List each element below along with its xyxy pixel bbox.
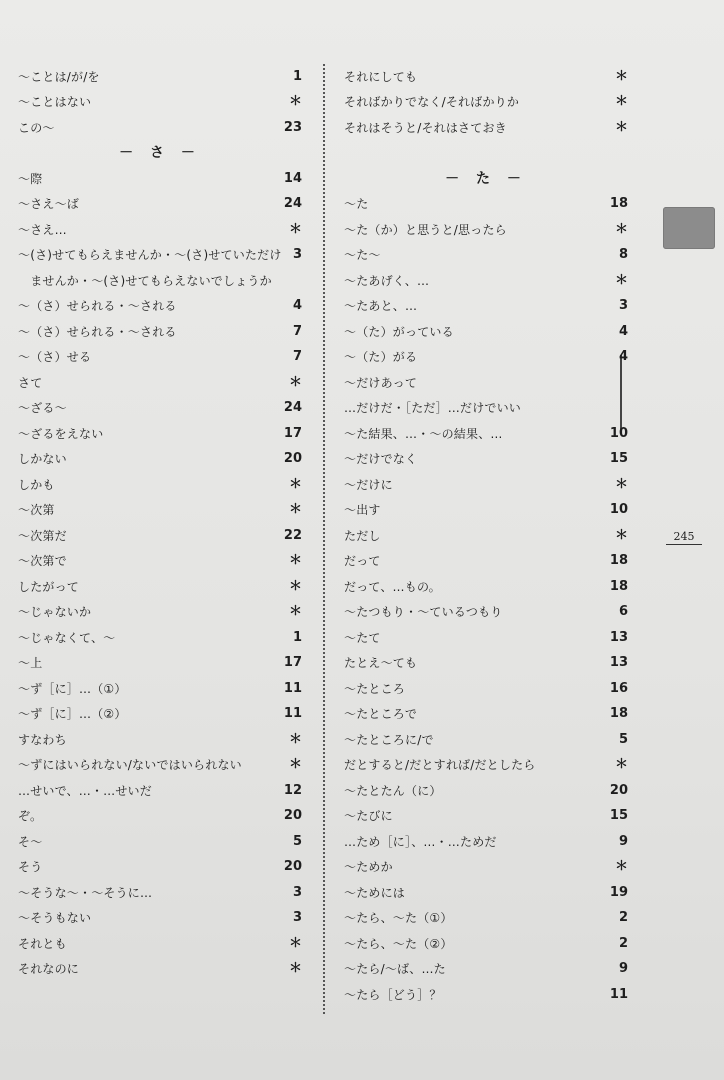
entry-term: ～じゃないか — [18, 605, 92, 619]
entry-lesson-number: ＊ — [614, 221, 628, 237]
entry-lesson-number: 3 — [292, 910, 302, 925]
entry-term: ～（た）がっている — [344, 324, 454, 339]
index-entry — [18, 543, 302, 569]
entry-lesson-number: 9 — [618, 833, 628, 849]
entry-term: ～ず［に］…（①） — [18, 681, 127, 696]
entry-lesson-number: 3 — [292, 247, 302, 262]
entry-lesson-number: 9 — [618, 961, 628, 976]
entry-term: そればかりでなく/そればかりか — [344, 95, 520, 109]
entry-term: ～出す — [344, 503, 381, 517]
entry-lesson-number: 14 — [283, 170, 302, 186]
entry-lesson-number: 23 — [283, 119, 302, 135]
entry-term: ～たて — [344, 630, 381, 645]
column-divider — [323, 64, 325, 1014]
page-number: 245 — [666, 530, 702, 545]
index-entry — [344, 696, 628, 722]
entry-lesson-number: 7 — [292, 349, 302, 364]
entry-lesson-number: ＊ — [614, 94, 628, 109]
entry-term: ～ためか — [344, 860, 393, 874]
entry-lesson-number: 6 — [618, 604, 628, 619]
entry-lesson-number: ＊ — [614, 757, 628, 772]
index-entry — [344, 849, 628, 875]
index-entry — [18, 619, 302, 645]
entry-term: さて — [18, 375, 43, 390]
index-entry — [18, 645, 302, 671]
index-entry — [344, 186, 628, 212]
entry-lesson-number: 18 — [609, 196, 628, 211]
entry-term: ～たびに — [344, 809, 393, 823]
entry-lesson-number: 20 — [283, 451, 302, 466]
index-entry — [18, 415, 302, 441]
entry-term: ～だけでなく — [344, 452, 418, 466]
entry-lesson-number: 3 — [618, 298, 628, 313]
entry-lesson-number: 15 — [609, 451, 628, 466]
index-entry — [18, 772, 302, 798]
index-entry — [344, 364, 628, 390]
entry-lesson-number: 1 — [292, 68, 302, 84]
entry-term: ～ためには — [344, 885, 406, 900]
entry-lesson-number: 20 — [283, 859, 302, 874]
index-entry — [344, 645, 628, 671]
entry-lesson-number: ＊ — [614, 527, 628, 543]
entry-term: ～たら、～た（①） — [344, 911, 453, 925]
index-entry — [344, 594, 628, 620]
index-entry — [344, 874, 628, 900]
entry-term: ～次第 — [18, 503, 55, 517]
entry-term: ～ことはない — [18, 95, 92, 109]
entry-term: ～次第だ — [18, 528, 67, 543]
entry-term: ～そうな～・～そうに… — [18, 885, 153, 900]
index-entry — [344, 900, 628, 926]
index-entry — [18, 823, 302, 849]
entry-term: ～じゃなくて、～ — [18, 630, 116, 645]
entry-lesson-number: ＊ — [614, 272, 628, 288]
entry-term: ～だけに — [344, 477, 393, 492]
entry-term: ～際 — [18, 171, 43, 186]
index-entry — [344, 109, 628, 135]
index-entry — [344, 951, 628, 977]
entry-lesson-number: 20 — [609, 782, 628, 798]
index-entry — [18, 492, 302, 518]
entry-lesson-number: 7 — [292, 323, 302, 339]
entry-term: ～たら［どう］？ — [344, 987, 442, 1002]
entry-lesson-number: 4 — [618, 323, 628, 339]
entry-term: …ため［に］、…・…ためだ — [344, 834, 497, 849]
entry-lesson-number: 18 — [609, 553, 628, 568]
entry-term: ～ず［に］…（②） — [18, 707, 127, 721]
entry-term: しかない — [18, 452, 67, 466]
entry-lesson-number: 11 — [283, 706, 302, 721]
index-entry — [18, 849, 302, 875]
entry-lesson-number: ＊ — [288, 502, 302, 517]
entry-lesson-number: ＊ — [288, 757, 302, 772]
entry-term: ～さえ～ば — [18, 197, 80, 211]
index-entry — [344, 798, 628, 824]
entry-lesson-number: 2 — [618, 935, 628, 951]
index-entry — [344, 288, 628, 314]
chapter-tab — [663, 207, 715, 249]
index-entry — [18, 58, 302, 84]
entry-term: それはそうと/それはさておき — [344, 120, 507, 135]
index-entry — [344, 568, 628, 594]
index-entry — [18, 951, 302, 977]
index-entry — [344, 772, 628, 798]
entry-lesson-number: 17 — [283, 425, 302, 441]
entry-term: ～たあと、… — [344, 299, 418, 313]
index-entry — [344, 517, 628, 543]
index-entry — [18, 288, 302, 314]
entry-lesson-number: 13 — [609, 655, 628, 670]
entry-lesson-number: 24 — [283, 400, 302, 415]
entry-term: ～上 — [18, 656, 43, 670]
index-column-right — [344, 58, 628, 1002]
index-entry — [18, 237, 302, 263]
entry-term: ～（さ）せられる・～される — [18, 299, 177, 313]
index-entry — [18, 670, 302, 696]
entry-lesson-number: 10 — [609, 502, 628, 517]
entry-term: だとすると/だとすれば/だとしたら — [344, 758, 536, 772]
entry-lesson-number: 13 — [609, 629, 628, 645]
entry-term: …だけだ・［ただ］…だけでいい — [344, 401, 522, 415]
entry-lesson-number: 12 — [283, 782, 302, 798]
index-entry — [18, 517, 302, 543]
index-entry — [18, 747, 302, 773]
entry-term: ～ずにはいられない/ないではいられない — [18, 758, 242, 772]
entry-lesson-number: 4 — [292, 298, 302, 313]
index-entry — [344, 492, 628, 518]
index-entry — [344, 466, 628, 492]
index-entry — [344, 415, 628, 441]
index-entry — [18, 466, 302, 492]
entry-term: したがって — [18, 579, 80, 594]
entry-term: ぞ。 — [18, 809, 43, 823]
index-entry — [18, 84, 302, 110]
entry-lesson-number: 22 — [283, 527, 302, 543]
index-entry — [18, 390, 302, 416]
entry-lesson-number: ＊ — [288, 578, 302, 594]
entry-lesson-number: ＊ — [614, 68, 628, 84]
entry-lesson-number: ＊ — [288, 935, 302, 951]
entry-term: そ～ — [18, 834, 43, 849]
entry-lesson-number: ＊ — [288, 604, 302, 619]
entry-term: ～そうもない — [18, 911, 92, 925]
entry-lesson-number: 8 — [618, 247, 628, 262]
entry-term: だって、…もの。 — [344, 579, 441, 594]
entry-term: それとも — [18, 936, 67, 951]
entry-lesson-number: 15 — [609, 808, 628, 823]
entry-term: そう — [18, 860, 43, 874]
entry-term: ～た～ — [344, 248, 381, 262]
entry-term: すなわち — [18, 732, 67, 747]
index-entry — [344, 619, 628, 645]
entry-term: ～た結果、…・～の結果、… — [344, 426, 503, 441]
entry-lesson-number: ＊ — [288, 221, 302, 237]
entry-term: しかも — [18, 477, 55, 492]
section-heading: － さ － — [119, 145, 201, 161]
entry-lesson-number: 19 — [609, 884, 628, 900]
index-entry — [18, 109, 302, 135]
index-entry — [344, 441, 628, 467]
index-entry — [344, 823, 628, 849]
index-column-left — [18, 58, 302, 976]
index-entry — [18, 568, 302, 594]
entry-term: ただし — [344, 528, 381, 543]
entry-term: ～たとたん（に） — [344, 783, 442, 798]
index-entry — [18, 364, 302, 390]
index-entry — [18, 696, 302, 722]
index-entry — [344, 58, 628, 84]
index-entry — [344, 976, 628, 1002]
entry-term: ～（さ）せる — [18, 350, 92, 364]
entry-lesson-number: 2 — [618, 910, 628, 925]
index-entry — [18, 721, 302, 747]
entry-lesson-number: 5 — [618, 731, 628, 747]
entry-term: ～ことは/が/を — [18, 69, 100, 84]
entry-lesson-number: 16 — [609, 680, 628, 696]
entry-term: ませんか・～(さ)せてもらえないでしょうか — [18, 273, 272, 288]
entry-term: ～たあげく、… — [344, 273, 430, 288]
entry-term: ～たところに/で — [344, 732, 434, 747]
index-entry — [344, 670, 628, 696]
entry-lesson-number: 3 — [292, 884, 302, 900]
entry-term: ～ざるをえない — [18, 426, 104, 441]
entry-term: ～たら/～ば、…た — [344, 962, 446, 976]
entry-term: …せいで、…・…せいだ — [18, 783, 152, 798]
entry-term: ～たら、～た（②） — [344, 936, 453, 951]
entry-lesson-number: ＊ — [288, 961, 302, 976]
entry-term: ～た（か）と思うと/思ったら — [344, 222, 507, 237]
entry-lesson-number: 20 — [283, 808, 302, 823]
entry-term: ～（さ）せられる・～される — [18, 324, 177, 339]
entry-lesson-number: ＊ — [614, 476, 628, 492]
index-entry — [344, 339, 628, 365]
index-entry — [344, 313, 628, 339]
entry-term: ～（た）がる — [344, 350, 418, 364]
index-entry — [18, 798, 302, 824]
entry-lesson-number: ＊ — [288, 731, 302, 747]
index-entry — [18, 594, 302, 620]
entry-term: ～たところ — [344, 681, 406, 696]
entry-term: ～だけあって — [344, 375, 418, 390]
index-entry — [18, 925, 302, 951]
entry-lesson-number: ＊ — [614, 119, 628, 135]
index-entry — [344, 390, 628, 416]
index-entry — [18, 874, 302, 900]
index-entry — [344, 721, 628, 747]
entry-term: ～さえ… — [18, 222, 67, 237]
entry-term: たとえ～ても — [344, 656, 418, 670]
entry-term: だって — [344, 554, 381, 568]
entry-lesson-number: 5 — [292, 833, 302, 849]
entry-lesson-number: 1 — [292, 629, 302, 645]
entry-term: ～ざる～ — [18, 401, 67, 415]
entry-term: ～(さ)せてもらえませんか・～(さ)せていただけ — [18, 248, 282, 262]
index-entry — [344, 135, 628, 161]
entry-lesson-number: 17 — [283, 655, 302, 670]
section-heading: － た － — [445, 170, 527, 187]
index-entry — [18, 186, 302, 212]
index-entry — [18, 900, 302, 926]
entry-lesson-number: 11 — [283, 680, 302, 696]
entry-lesson-number: ＊ — [288, 553, 302, 568]
entry-lesson-number: 18 — [609, 578, 628, 594]
entry-term: それなのに — [18, 962, 80, 976]
entry-term: それにしても — [344, 69, 418, 84]
index-entry — [18, 441, 302, 467]
entry-term: ～た — [344, 197, 369, 211]
index-entry — [344, 747, 628, 773]
index-entry — [344, 925, 628, 951]
index-entry — [18, 262, 302, 288]
entry-lesson-number: ＊ — [288, 94, 302, 109]
index-entry — [18, 313, 302, 339]
entry-term: この～ — [18, 120, 55, 135]
entry-lesson-number: ＊ — [288, 374, 302, 390]
entry-term: ～たつもり・～ているつもり — [344, 605, 503, 619]
entry-lesson-number: 11 — [609, 986, 628, 1002]
entry-lesson-number: ＊ — [288, 476, 302, 492]
index-entry — [344, 543, 628, 569]
index-entry — [18, 211, 302, 237]
entry-lesson-number: ＊ — [614, 859, 628, 874]
index-entry — [344, 237, 628, 263]
entry-term: ～たところで — [344, 707, 418, 721]
index-entry — [344, 84, 628, 110]
entry-term: ～次第で — [18, 554, 67, 568]
entry-lesson-number: 24 — [283, 196, 302, 211]
index-entry — [344, 262, 628, 288]
index-entry — [18, 160, 302, 186]
index-entry — [18, 339, 302, 365]
entry-lesson-number: 18 — [609, 706, 628, 721]
index-entry — [344, 211, 628, 237]
entry-lesson-number: 10 — [609, 425, 628, 441]
entry-lesson-number: 4 — [618, 349, 628, 364]
